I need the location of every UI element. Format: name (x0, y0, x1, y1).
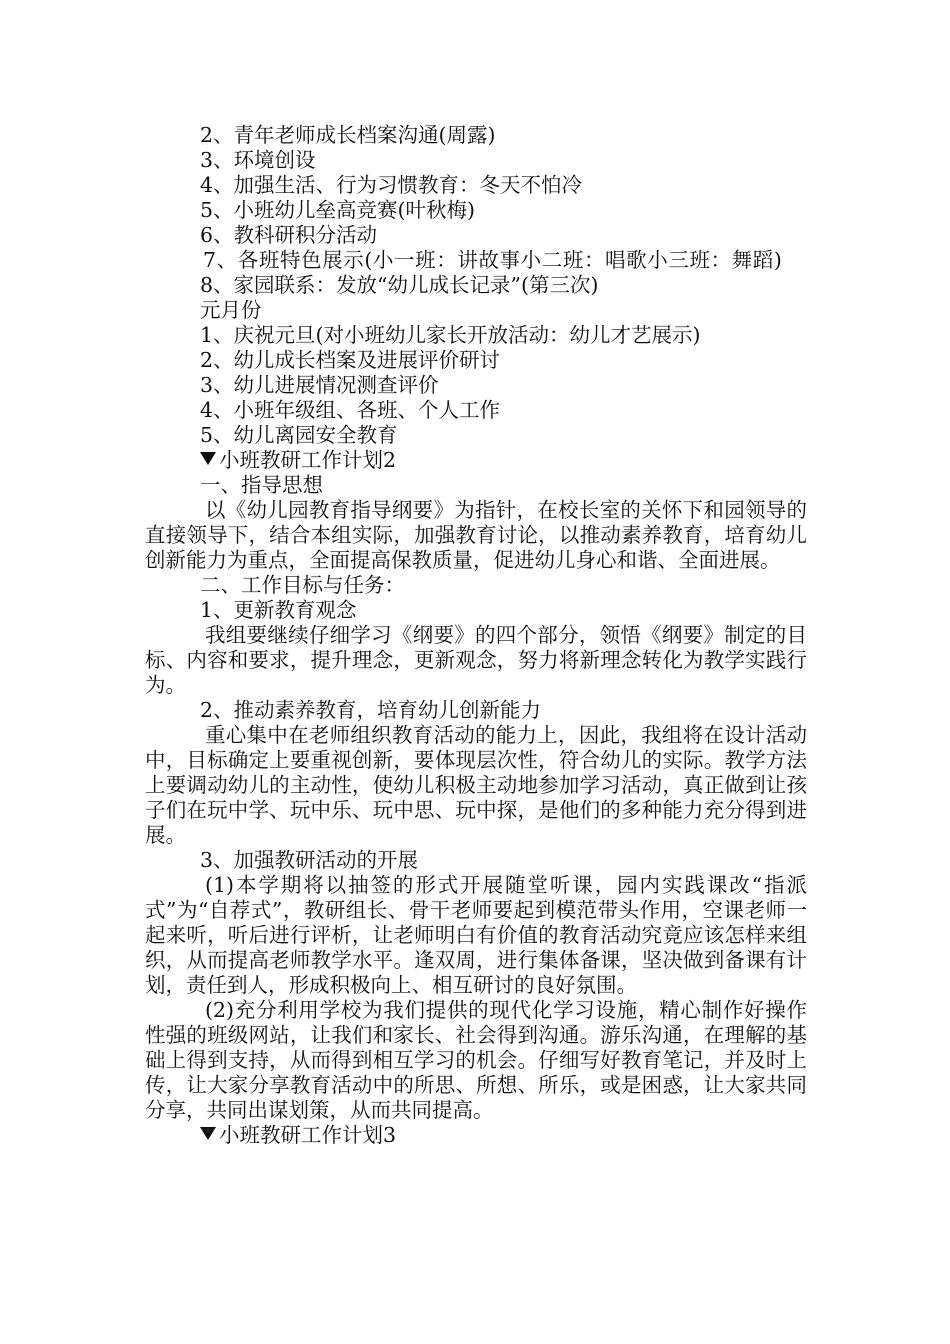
list-item: 2、青年老师成长档案沟通(周露) (200, 123, 496, 147)
section-title-2 (145, 448, 807, 473)
section-title-3 (145, 1123, 807, 1148)
paragraph: (2)充分利用学校为我们提供的现代化学习设施，精心制作好操作性强的班级网站，让我们和家长、社会得到沟通。游乐沟通，在理解的基础上得到支持，从而得到相互学习的机会。仔细写好教育笔记，并及时上传，让大家分享教育活动中的所思、所想、所乐，或是困惑，让大家共同分享，共同出谋划策，从而共同提高。 (145, 998, 807, 1122)
subsection-heading: 1、更新教育观念 (200, 598, 357, 622)
list-item-wrapped: 7、各班特色展示(小一班：讲故事小二班：唱歌小三班：舞蹈) (203, 248, 783, 272)
document-body (145, 123, 807, 1148)
section-title-text: 小班教研工作计划3 (219, 1123, 397, 1147)
subsection-heading: 2、推动素养教育，培育幼儿创新能力 (200, 698, 542, 722)
list-item: 2、幼儿成长档案及进展评价研讨 (200, 348, 501, 372)
subsection-heading: 3、加强教研活动的开展 (200, 848, 419, 872)
paragraph: 我组要继续仔细学习《纲要》的四个部分，领悟《纲要》制定的目标、内容和要求，提升理念，更新观念，努力将新理念转化为教学实践行为。 (145, 623, 807, 697)
list-item: 8、家园联系：发放“幼儿成长记录”(第三次) (200, 273, 599, 297)
paragraph: 重心集中在老师组织教育活动的能力上，因此，我组将在设计活动中，目标确定上要重视创新，要体现层次性，符合幼儿的实际。教学方法上要调动幼儿的主动性，使幼儿积极主动地参加学习活动，真正做到让孩子们在玩中学、玩中乐、玩中思、玩中探，是他们的多种能力充分得到进展。 (145, 723, 807, 847)
paragraph: (1)本学期将以抽签的形式开展随堂听课，园内实践课改“指派式”为“自荐式”，教研组长、骨干老师要起到模范带头作用，空课老师一起来听，听后进行评析，让老师明白有价值的教育活动究竟应该怎样来组织，从而提高老师教学水平。逢双周，进行集体备课，坚决做到备课有计划，责任到人，形成积极向上、相互研讨的良好氛围。 (145, 873, 807, 997)
section-heading: 二、工作目标与任务： (200, 573, 405, 597)
list-item: 4、小班年级组、各班、个人工作 (200, 398, 501, 422)
list-item: 3、幼儿进展情况测查评价 (200, 373, 439, 397)
paragraph: 以《幼儿园教育指导纲要》为指针，在校长室的关怀下和园领导的直接领导下，结合本组实际，加强教育讨论，以推动素养教育，培育幼儿创新能力为重点，全面提高保教质量，促进幼儿身心和谐、全面进展。 (145, 498, 807, 572)
section-title-text: 小班教研工作计划2 (219, 448, 397, 472)
triangle-down-icon (200, 1127, 216, 1140)
list-item: 6、教科研积分活动 (200, 223, 378, 247)
list-item: 5、小班幼儿垒高竞赛(叶秋梅) (200, 198, 476, 222)
list-item: 4、加强生活、行为习惯教育：冬天不怕冷 (200, 173, 583, 197)
triangle-down-icon (200, 452, 216, 465)
list-item: 1、庆祝元旦(对小班幼儿家长开放活动：幼儿才艺展示) (200, 323, 701, 347)
list-item: 5、幼儿离园安全教育 (200, 423, 398, 447)
month-heading: 元月份 (200, 298, 262, 322)
list-item: 3、环境创设 (200, 148, 316, 172)
section-heading: 一、指导思想 (200, 473, 323, 497)
